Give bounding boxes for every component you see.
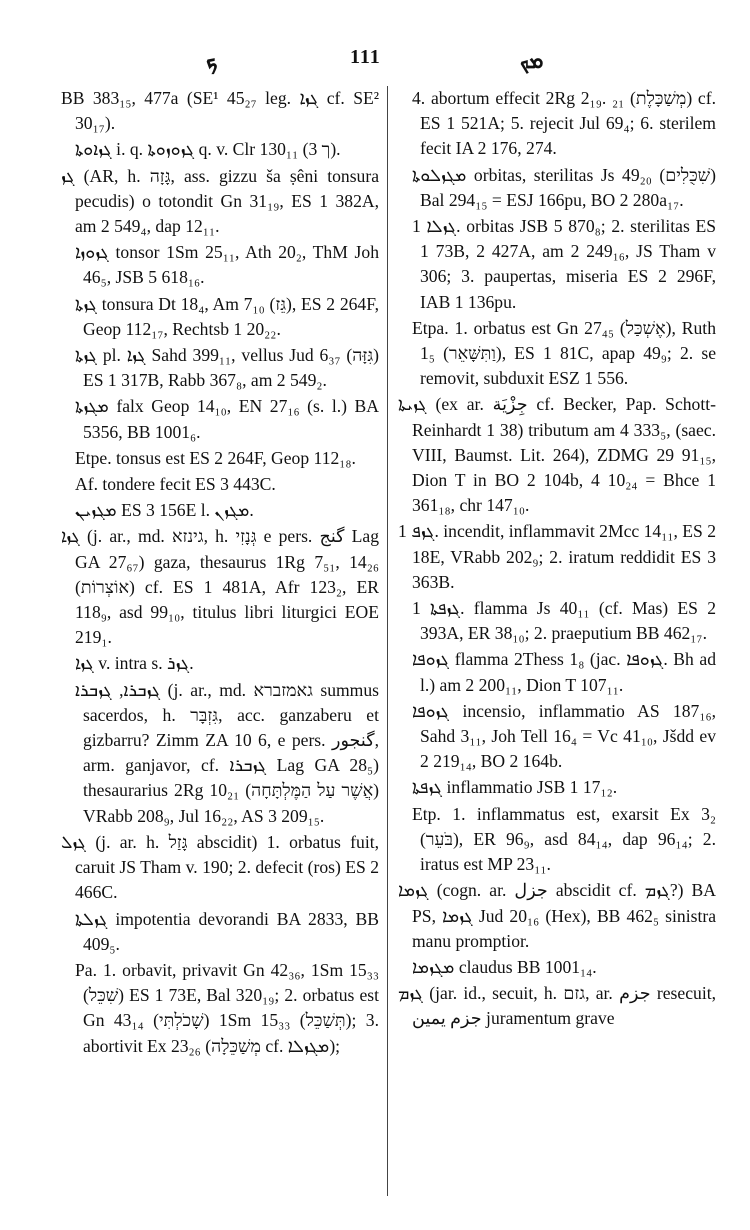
dictionary-entry: ܓܙܝܬܐ (ex ar. جِزْيَة cf. Becker, Pap. Schott-Reinhardt 1 38) tributum am 4 333₅, (saec. VIII, Baumst. Lit. 264), ZDMG 29 91₁₅, Dion T in BO 2 104b, 4 10₂₄ = Bhce 1 361₁₈, chr 147₁₀.: [398, 394, 716, 516]
dictionary-entry: ܓܙܡܐ (cogn. ar. جزل abscidit cf. ܓܙܡ?) BA PS, ܓܙܡܐ Jud 20₁₆ (Hex), BB 462₅ sinistra manu promptior.: [398, 880, 716, 951]
dictionary-entry: ܓܙܠ (j. ar. h. גָּזַל abscidit) 1. orbatus fuit, caruit JS Tham v. 190; 2. defecit (ros) ES 2 466C.: [61, 831, 379, 903]
dictionary-entry: ܓܙܠܬܐ impotentia devorandi BA 2833, BB 409₅.: [75, 908, 379, 954]
page-header: [0, 42, 750, 82]
dictionary-entry: Etp. 1. inflammatus est, exarsit Ex 3₂ (בֹּעֵר), ER 96₉, asd 84₁₄, dap 96₁₄; 2. iratus est MP 23₁₁.: [412, 803, 716, 875]
dictionary-entry: ܓܙܬܐ pl. ܓܙܐ Sahd 399₁₁, vellus Jud 6₃₇ (גִּזָּה) ES 1 317B, Rabb 367₈, am 2 549₂.: [75, 345, 379, 391]
right-column: [398, 86, 716, 1033]
dictionary-entry: ܡܓܙܬܐ falx Geop 14₁₀, EN 27₁₆ (s. l.) BA 5356, BB 1001₆.: [75, 396, 379, 442]
dictionary-entry: ܓܙ (AR, h. גָּזָה, ass. gizzu ša ṣêni tonsura pecudis) o totondit Gn 31₁₉, ES 1 382A, am 2 549₄, dap 12₁₁.: [61, 165, 380, 237]
dictionary-entry: ܓܙܐ v. intra s. ܓܙܪ.: [75, 653, 194, 674]
header-left-mark: ܟ: [206, 48, 218, 73]
dictionary-entry: Etpa. 1. orbatus est Gn 27₄₅ (אֶשְׁכַּל), Ruth 1₅ (וַתִּשָּׁאֵר), ES 1 81C, apap 49₉; 2. se removit, subduxit ESZ 1 556.: [412, 317, 716, 389]
dictionary-entry: ܓܙܒܪܐ, ܓܙܒܪܐ (j. ar., md. גאמזברא summus sacerdos, h. גִּזְבָּר, acc. ganzaberu et gizbarru? Zimm ZA 10 6, e pers. گنجور, arm. ganjavor, cf. ܓܙܒܪܐ Lag GA 28₅) thesaurarius 2Rg 10₂₁ (אֲשֶׁר עַל הַמֶּלְתָּחָה) VRabb 208₉, Jul 16₂₂, AS 3 209₁₅.: [75, 679, 380, 826]
dictionary-entry: ܡܓܙܠܘܬܐ orbitas, sterilitas Js 49₂₀ (שִׁכֻּלִים) Bal 294₁₅ = ESJ 166pu, BO 2 280a₁₇.: [412, 164, 716, 210]
header-right-mark: ܡܟ: [520, 48, 544, 73]
left-column: [61, 86, 379, 1060]
dictionary-entry: ܓܙܦ 1. incendit, inflammavit 2Mcc 14₁₁, ES 2 18E, VRabb 202₉; 2. iratum reddidit ES 3 363B.: [398, 521, 716, 592]
dictionary-entry: ܓܙܦܬܐ 1. flamma Js 40₁₁ (cf. Mas) ES 2 393A, ER 38₁₀; 2. praeputium BB 462₁₇.: [412, 598, 716, 644]
dictionary-entry: ܓܙܬܐ tonsura Dt 18₄, Am 7₁₀ (גֵּז), ES 2 264F, Geop 112₁₇, Rechtsb 1 20₂₂.: [75, 293, 379, 339]
dictionary-entry: Af. tondere fecit ES 3 443C.: [75, 474, 276, 495]
dictionary-entry: ܓܙܘܙܐ tonsor 1Sm 25₁₁, Ath 20₂, ThM Joh 46₅, JSB 5 618₁₆.: [75, 242, 379, 288]
dictionary-entry: ܓܙܡ (jar. id., secuit, h. גזם, ar. جزم resecuit, جزم يمين juramentum grave: [398, 983, 716, 1029]
dictionary-entry: 4. abortum effecit 2Rg 2₁₉. ₂₁ (מְשַׁכָּלֶת) cf. ES 1 521A; 5. rejecit Jul 69₄; 6. sterilem fecit IA 2 176, 274.: [412, 88, 716, 159]
dictionary-entry: ܓܙܐܘܬܐ i. q. ܓܙܘܙܘܬܐ q. v. Clr 130₁₁ (ך 3).: [75, 139, 341, 160]
dictionary-entry: ܓܙܘܦܐ flamma 2Thess 1₈ (jac. ܓܙܘܦܐ. Bh ad l.) am 2 200₁₁, Dion T 107₁₁.: [412, 649, 716, 695]
dictionary-entry: ܓܙܘܦܐ incensio, inflammatio AS 187₁₆, Sahd 3₁₁, Joh Tell 16₄ = Vc 41₁₀, Jšdd ev 2 219₁₄, BO 2 164b.: [412, 700, 716, 772]
dictionary-entry: BB 383₁₅, 477a (SE¹ 45₂₇ leg. ܓܙܐ cf. SE² 30₁₇).: [61, 88, 379, 134]
dictionary-entry: ܓܙܐ (j. ar., md. גינזא, h. גְּנָזִי e pers. گنج Lag GA 27₆₇) gaza, thesaurus 1Rg 7₅₁, 14₂₆ (אוֹצְרוֹת) cf. ES 1 481A, Afr 123₂, ER 118₉, asd 99₁₀, titulus libri liturgici EOE 219₁.: [61, 526, 380, 648]
column-divider: [387, 86, 388, 1196]
dictionary-entry: Etpe. tonsus est ES 2 264F, Geop 112₁₈.: [75, 447, 356, 468]
page-number: 111: [350, 46, 381, 68]
dictionary-entry: ܡܓܙܡܐ claudus BB 1001₁₄.: [412, 956, 597, 977]
dictionary-entry: ܓܙܦܬܐ inflammatio JSB 1 17₁₂.: [412, 777, 618, 798]
dictionary-entry: Pa. 1. orbavit, privavit Gn 42₃₆, 1Sm 15₃₃ (שִׁכֵּל) ES 1 73E, Bal 320₁₉; 2. orbatus est Gn 43₁₄ (שָׁכֹלְתִּי) 1Sm 15₃₃ (תְּשַׁכֵּל); 3. abortivit Ex 23₂₆ (מְשַׁכֵּלָה cf. ܡܓܙܠܐ);: [75, 959, 379, 1056]
dictionary-entry: ܡܓܙܝܢ ES 3 156E l. ܡܓܙܢ.: [75, 500, 254, 521]
dictionary-entry: ܓܙܠܐ 1. orbitas JSB 5 870₈; 2. sterilitas ES 1 73B, 2 427A, am 2 249₁₆, JS Tham v 306; 3. paupertas, miseria ES 2 296F, IAB 1 136pu.: [412, 216, 716, 312]
